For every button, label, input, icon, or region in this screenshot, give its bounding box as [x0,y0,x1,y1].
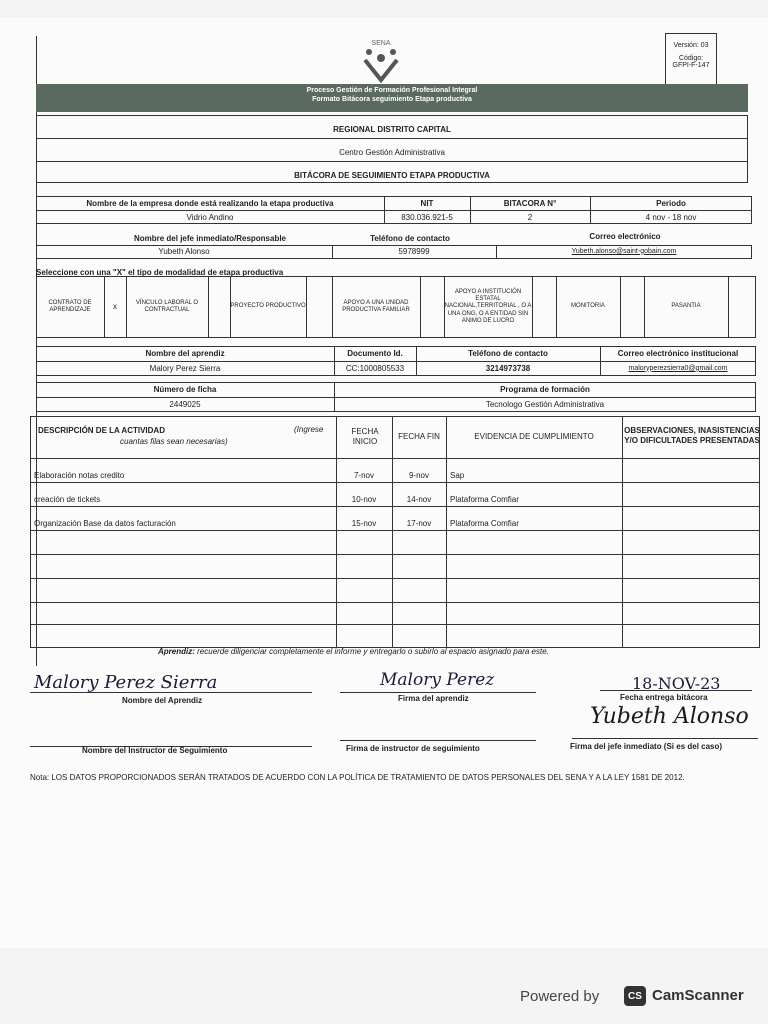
nit-label: NIT [420,198,434,208]
programa-value: Tecnologo Gestión Administrativa [485,400,605,410]
bitacora-title: BITÁCORA DE SEGUIMIENTO ETAPA PRODUCTIVA [294,171,490,181]
firma-jefe-handwritten: Yubeth Alonso [590,704,749,729]
nota-aprendiz-bold: Aprendiz: [158,647,195,656]
firma-aprendiz-label: Firma del aprendiz [398,694,469,703]
modalidad-mark-proyecto [306,276,332,338]
nombre-aprendiz-handwritten: Malory Perez Sierra [34,672,218,693]
col-fin-header: FECHA FIN [398,432,440,442]
scanned-document [0,18,768,948]
col-evidencia-header: EVIDENCIA DE CUMPLIMIENTO [474,432,594,442]
jefe-label: Nombre del jefe inmediato/Responsable [133,233,287,243]
periodo-value: 4 nov - 18 nov [645,212,697,222]
modalidad-mark-pasantia [728,276,756,338]
modalidad-mark-vinculo [208,276,230,338]
modalidad-mark-unidad-familiar [420,276,444,338]
firma-instructor-label: Firma de instructor de seguimiento [346,744,480,753]
jefe-email-label: Correo electrónico [589,231,661,241]
modalidad-option-pasantia: PASANTIA [671,303,701,310]
actividad-row-3-evidencia: Plataforma Comfiar [450,518,519,528]
jefe-value: Yubeth Alonso [158,247,210,257]
aprendiz-doc-label: Documento Id. [347,349,403,359]
col-desc-hint1: (Ingrese [294,425,324,434]
programa-label: Programa de formación [500,385,590,395]
ficha-label: Número de ficha [153,385,217,395]
col-obs-header: OBSERVACIONES, INASISTENCIAS Y/O DIFICULTADES PRESENTADAS [624,426,760,445]
aprendiz-tel-value: 3214973738 [485,364,531,374]
firma-jefe-label: Firma del jefe inmediato (Si es del caso) [570,742,723,751]
actividad-row-2-evidencia: Plataforma Comfiar [450,494,519,504]
actividad-row-3-fin: 17-nov [406,518,432,528]
actividad-row-3-desc: Organización Base da datos facturación [34,518,176,528]
codigo-label: Código: [678,55,704,62]
actividad-row-1-evidencia: Sap [450,470,465,480]
bitacora-num-label: BITACORA N° [503,198,557,208]
firma-aprendiz-handwritten: Malory Perez [380,670,495,690]
actividad-row-2-fin: 14-nov [406,494,432,504]
col-desc-header: DESCRIPCIÓN DE LA ACTIVIDAD [38,426,165,435]
actividad-row-1-inicio: 7-nov [353,470,374,480]
nombre-aprendiz-label: Nombre del Aprendiz [122,696,203,705]
col-inicio-header: FECHA INICIO [351,427,379,446]
modalidad-title: Seleccione con una "X" el tipo de modalidad de etapa productiva [36,268,284,277]
modalidad-mark-monitoria [620,276,644,338]
actividad-row-1-fin: 9-nov [408,470,429,480]
aprendiz-email-label: Correo electrónico institucional [617,349,739,359]
actividad-row-2-desc: creación de tickets [34,494,101,504]
actividad-row-1-desc: Elaboración notas credito [34,470,125,480]
empresa-label: Nombre de la empresa donde está realizando la etapa productiva [86,198,334,208]
powered-by-text: Powered by [520,988,600,1005]
modalidad-option-contrato: CONTRATO DE APRENDIZAJE [48,299,92,313]
nota-aprendiz-text: recuerde diligenciar completamente el informe y entregarlo o subirlo al espacio asignado para este. [197,647,549,656]
modalidad-option-vinculo: VÍNCULO LABORAL O CONTRACTUAL [135,299,199,313]
camscanner-logo-icon: CS [624,986,646,1006]
modalidad-mark-contrato: x [113,302,117,312]
modalidad-mark-institucion [532,276,556,338]
modalidad-option-proyecto: PROYECTO PRODUCTIVO [230,303,306,310]
periodo-label: Periodo [656,198,686,208]
regional-title: REGIONAL DISTRITO CAPITAL [333,125,451,135]
sena-logo [355,40,407,90]
actividad-row-3-inicio: 15-nov [351,518,377,528]
fecha-entrega-handwritten: 18-NOV-23 [632,674,721,693]
camscanner-brand: CamScanner [652,987,744,1004]
instructor-label: Nombre del Instructor de Seguimiento [82,746,228,755]
nota-aprendiz [158,647,549,656]
jefe-tel-label: Teléfono de contacto [370,233,450,243]
banner-line2: Formato Bitácora seguimiento Etapa productiva [312,96,472,103]
empresa-value: Vidrio Andino [186,212,234,222]
logo-text: SENA [371,40,391,47]
header-banner [36,84,748,112]
modalidad-option-monitoria: MONITORIA [571,303,605,310]
actividad-row-2-inicio: 10-nov [351,494,377,504]
nit-value: 830.036.921-5 [401,212,453,222]
ficha-value: 2449025 [169,400,201,410]
modalidad-option-institucion: APOYO A INSTITUCIÓN ESTATAL NACIONAL,TERRITORIAL , O A UNA ONG, O A ENTIDAD SIN ANIMO DE LUCRO [444,289,532,324]
col-desc-hint2: cuantas filas sean necesarias) [120,437,228,446]
modalidad-option-unidad-familiar: APOYO A UNA UNIDAD PRODUCTIVA FAMILIAR [342,299,410,313]
aprendiz-doc-value: CC:1000805533 [345,364,405,374]
aprendiz-nombre-label: Nombre del aprendiz [145,349,225,359]
fecha-entrega-label: Fecha entrega bitácora [620,693,708,702]
codigo-value: GFPI-F-147 [672,62,710,69]
camscanner-footer [0,968,768,1024]
jefe-tel-value: 5978999 [398,247,430,257]
version-box [665,33,717,85]
bitacora-num-value: 2 [527,212,533,222]
banner-line1: Proceso Gestión de Formación Profesional Integral [306,87,478,94]
aprendiz-nombre-value: Malory Perez Sierra [149,364,221,374]
nota-legal: Nota: LOS DATOS PROPORCIONADOS SERÁN TRATADOS DE ACUERDO CON LA POLÍTICA DE TRATAMIENTO DE DATOS PERSONALES DEL SENA Y A LA LEY 1581 DE 2012. [30,773,685,782]
aprendiz-email-value: maloryperezsierra0@gmail.com [628,364,728,372]
version-text: Versión: 03 [673,42,709,49]
jefe-email-value: Yubeth.alonso@saint-gobain.com [571,247,677,255]
aprendiz-tel-label: Teléfono de contacto [468,349,548,359]
centro-title: Centro Gestión Administrativa [339,148,445,158]
